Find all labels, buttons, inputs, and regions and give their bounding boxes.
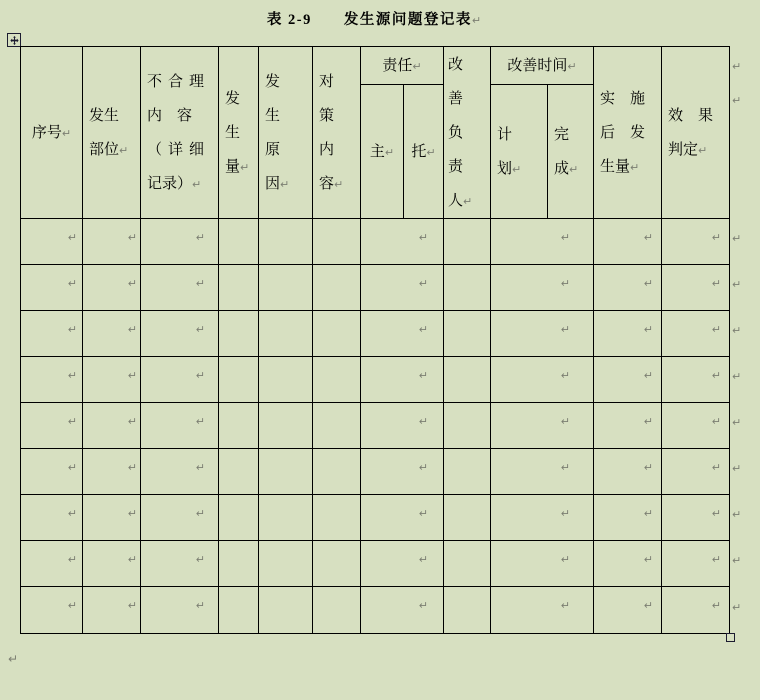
row-end-mark: ↵: [732, 324, 742, 337]
header-responsibility[interactable]: [361, 47, 444, 85]
body-cell-improvement-time[interactable]: [491, 311, 594, 357]
body-cell-serial[interactable]: [21, 357, 83, 403]
paragraph-mark: ↵: [195, 553, 205, 566]
paragraph-mark: ↵: [643, 553, 653, 566]
body-cell-cause[interactable]: [259, 265, 313, 311]
header-text: 效 果: [668, 107, 714, 124]
paragraph-mark: ↵: [418, 599, 428, 612]
paragraph-mark: ↵: [127, 461, 137, 474]
paragraph-mark: ↵: [384, 145, 395, 159]
row-end-mark: ↵: [732, 278, 742, 291]
header-text: 计: [497, 126, 513, 143]
paragraph-mark: ↵: [195, 277, 205, 290]
body-cell-responsibility[interactable]: [361, 541, 444, 587]
body-cell-improvement-time[interactable]: [491, 449, 594, 495]
document-end-paragraph-mark: ↵: [8, 652, 19, 666]
body-cell-cause[interactable]: [259, 495, 313, 541]
header-text: 内 容: [147, 107, 193, 124]
header-improvement-complete[interactable]: [548, 85, 594, 219]
body-cell-cause[interactable]: [259, 541, 313, 587]
row-end-mark: ↵: [732, 416, 742, 429]
body-cell-responsibility[interactable]: [361, 219, 444, 265]
body-cell-post-amount[interactable]: [594, 587, 662, 634]
body-cell-improvement-manager[interactable]: [444, 495, 491, 541]
body-cell-amount[interactable]: [219, 403, 259, 449]
paragraph-mark: ↵: [560, 553, 570, 566]
paragraph-mark: ↵: [67, 369, 77, 382]
row-end-mark: ↵: [732, 508, 742, 521]
header-improvement-manager[interactable]: [444, 47, 491, 219]
header-text: 记录）↵: [147, 175, 202, 192]
header-text: 善: [448, 90, 464, 107]
body-cell-amount[interactable]: [219, 357, 259, 403]
paragraph-mark: ↵: [195, 323, 205, 336]
body-cell-countermeasure[interactable]: [313, 265, 361, 311]
paragraph-mark: ↵: [569, 162, 579, 176]
body-cell-improvement-manager[interactable]: [444, 449, 491, 495]
registration-table: [20, 46, 730, 634]
header-text: 划↵: [497, 160, 522, 177]
paragraph-mark: ↵: [567, 59, 577, 73]
row-end-mark: ↵: [732, 60, 742, 73]
table-caption-text: 表 2-9 发生源问题登记表: [266, 12, 472, 28]
header-occurrence-location[interactable]: [83, 47, 141, 219]
header-text: 生: [225, 124, 241, 141]
header-occurrence-amount[interactable]: [219, 47, 259, 219]
header-text: 责: [448, 158, 464, 175]
header-text: 托↵: [411, 143, 436, 160]
body-cell-effect[interactable]: [662, 587, 730, 634]
paragraph-mark: ↵: [560, 323, 570, 336]
row-end-mark: ↵: [732, 232, 742, 245]
paragraph-mark: ↵: [711, 599, 721, 612]
paragraph-mark: ↵: [643, 415, 653, 428]
body-cell-unreasonable[interactable]: [141, 541, 219, 587]
body-cell-improvement-time[interactable]: [491, 403, 594, 449]
paragraph-mark: ↵: [471, 14, 482, 27]
paragraph-mark: ↵: [127, 231, 137, 244]
body-cell-responsibility[interactable]: [361, 449, 444, 495]
body-cell-responsibility[interactable]: [361, 311, 444, 357]
body-cell-post-amount[interactable]: [594, 495, 662, 541]
paragraph-mark: ↵: [418, 507, 428, 520]
paragraph-mark: ↵: [560, 461, 570, 474]
body-cell-improvement-manager[interactable]: [444, 311, 491, 357]
header-text: 原: [265, 141, 281, 158]
body-cell-countermeasure[interactable]: [313, 587, 361, 634]
paragraph-mark: ↵: [67, 553, 77, 566]
paragraph-mark: ↵: [280, 177, 290, 191]
paragraph-mark: ↵: [711, 369, 721, 382]
body-cell-responsibility[interactable]: [361, 403, 444, 449]
paragraph-mark: ↵: [195, 507, 205, 520]
body-cell-post-amount[interactable]: [594, 311, 662, 357]
header-text: 发: [225, 90, 241, 107]
paragraph-mark: ↵: [711, 323, 721, 336]
paragraph-mark: ↵: [630, 160, 640, 174]
body-cell-location[interactable]: [83, 449, 141, 495]
paragraph-mark: ↵: [127, 553, 137, 566]
paragraph-mark: ↵: [711, 277, 721, 290]
paragraph-mark: ↵: [67, 415, 77, 428]
header-text: 发生: [89, 107, 120, 124]
body-cell-improvement-manager[interactable]: [444, 541, 491, 587]
header-improvement-plan[interactable]: [491, 85, 548, 219]
table-caption: [0, 8, 748, 29]
paragraph-mark: ↵: [463, 194, 473, 208]
body-cell-countermeasure[interactable]: [313, 541, 361, 587]
body-cell-improvement-time[interactable]: [491, 265, 594, 311]
paragraph-mark: ↵: [418, 553, 428, 566]
paragraph-mark: ↵: [61, 126, 72, 140]
paragraph-mark: ↵: [643, 369, 653, 382]
body-cell-post-amount[interactable]: [594, 449, 662, 495]
body-cell-cause[interactable]: [259, 219, 313, 265]
paragraph-mark: ↵: [127, 507, 137, 520]
body-cell-effect[interactable]: [662, 449, 730, 495]
table-resize-handle[interactable]: [726, 633, 735, 642]
body-cell-improvement-time[interactable]: [491, 495, 594, 541]
paragraph-mark: ↵: [334, 177, 344, 191]
paragraph-mark: ↵: [643, 323, 653, 336]
body-cell-location[interactable]: [83, 587, 141, 634]
body-cell-serial[interactable]: [21, 541, 83, 587]
body-cell-improvement-manager[interactable]: [444, 357, 491, 403]
body-cell-unreasonable[interactable]: [141, 495, 219, 541]
body-cell-serial[interactable]: [21, 495, 83, 541]
paragraph-mark: ↵: [512, 162, 522, 176]
header-serial-number[interactable]: [21, 47, 83, 219]
body-cell-responsibility[interactable]: [361, 587, 444, 634]
paragraph-mark: ↵: [643, 599, 653, 612]
header-text: 人↵: [448, 192, 473, 209]
paragraph-mark: ↵: [418, 231, 428, 244]
header-text: 量↵: [225, 158, 250, 175]
row-end-mark: ↵: [732, 370, 742, 383]
header-text: 生: [265, 107, 281, 124]
header-text: 序号↵: [31, 124, 72, 141]
row-end-mark: ↵: [732, 554, 742, 567]
paragraph-mark: ↵: [67, 231, 77, 244]
move-arrows-icon: [10, 36, 19, 45]
paragraph-mark: ↵: [426, 145, 436, 159]
body-cell-effect[interactable]: [662, 541, 730, 587]
paragraph-mark: ↵: [127, 415, 137, 428]
body-cell-effect[interactable]: [662, 357, 730, 403]
body-cell-unreasonable[interactable]: [141, 265, 219, 311]
paragraph-mark: ↵: [560, 599, 570, 612]
paragraph-mark: ↵: [711, 415, 721, 428]
body-cell-countermeasure[interactable]: [313, 311, 361, 357]
paragraph-mark: ↵: [560, 507, 570, 520]
body-cell-cause[interactable]: [259, 403, 313, 449]
paragraph-mark: ↵: [418, 461, 428, 474]
body-cell-cause[interactable]: [259, 311, 313, 357]
row-end-mark: ↵: [732, 601, 742, 614]
body-cell-post-amount[interactable]: [594, 265, 662, 311]
body-cell-countermeasure[interactable]: [313, 495, 361, 541]
paragraph-mark: ↵: [711, 553, 721, 566]
body-cell-countermeasure[interactable]: [313, 219, 361, 265]
header-text: 对: [319, 73, 335, 90]
header-text: 责任↵: [382, 57, 422, 74]
body-cell-improvement-time[interactable]: [491, 587, 594, 634]
paragraph-mark: ↵: [67, 599, 77, 612]
body-cell-unreasonable[interactable]: [141, 219, 219, 265]
header-effect-judgment[interactable]: [662, 47, 730, 219]
body-cell-location[interactable]: [83, 403, 141, 449]
paragraph-mark: ↵: [643, 277, 653, 290]
header-occurrence-cause[interactable]: [259, 47, 313, 219]
body-cell-amount[interactable]: [219, 449, 259, 495]
paragraph-mark: ↵: [711, 231, 721, 244]
body-cell-responsibility[interactable]: [361, 495, 444, 541]
table-move-handle[interactable]: [7, 33, 21, 47]
paragraph-mark: ↵: [195, 415, 205, 428]
body-cell-serial[interactable]: [21, 449, 83, 495]
paragraph-mark: ↵: [418, 277, 428, 290]
body-cell-location[interactable]: [83, 495, 141, 541]
body-cell-improvement-time[interactable]: [491, 357, 594, 403]
body-cell-amount[interactable]: [219, 495, 259, 541]
header-text: 改善时间↵: [507, 57, 577, 74]
body-cell-amount[interactable]: [219, 265, 259, 311]
body-cell-improvement-manager[interactable]: [444, 403, 491, 449]
body-cell-improvement-time[interactable]: [491, 219, 594, 265]
header-text: 因↵: [265, 175, 290, 192]
body-cell-countermeasure[interactable]: [313, 449, 361, 495]
body-cell-countermeasure[interactable]: [313, 403, 361, 449]
body-cell-unreasonable[interactable]: [141, 449, 219, 495]
body-cell-amount[interactable]: [219, 219, 259, 265]
header-text: 部位↵: [89, 141, 129, 158]
body-cell-improvement-manager[interactable]: [444, 265, 491, 311]
paragraph-mark: ↵: [711, 461, 721, 474]
paragraph-mark: ↵: [67, 277, 77, 290]
body-cell-amount[interactable]: [219, 541, 259, 587]
header-text: 成↵: [554, 160, 579, 177]
body-cell-location[interactable]: [83, 311, 141, 357]
body-cell-effect[interactable]: [662, 265, 730, 311]
header-unreasonable-content[interactable]: [141, 47, 219, 219]
header-post-implementation-amount[interactable]: [594, 47, 662, 219]
paragraph-mark: ↵: [195, 461, 205, 474]
paragraph-mark: ↵: [698, 143, 708, 157]
body-cell-post-amount[interactable]: [594, 403, 662, 449]
body-cell-improvement-time[interactable]: [491, 541, 594, 587]
body-cell-post-amount[interactable]: [594, 219, 662, 265]
header-text: 后 发: [600, 124, 646, 141]
paragraph-mark: ↵: [643, 231, 653, 244]
header-responsibility-main[interactable]: [361, 85, 404, 219]
body-cell-responsibility[interactable]: [361, 265, 444, 311]
paragraph-mark: ↵: [192, 177, 202, 191]
body-cell-amount[interactable]: [219, 587, 259, 634]
body-cell-effect[interactable]: [662, 219, 730, 265]
header-text: 改: [448, 56, 464, 73]
paragraph-mark: ↵: [127, 599, 137, 612]
header-text: 内: [319, 141, 335, 158]
body-cell-unreasonable[interactable]: [141, 587, 219, 634]
header-text: 策: [319, 107, 335, 124]
header-text: 完: [554, 126, 570, 143]
body-cell-location[interactable]: [83, 265, 141, 311]
paragraph-mark: ↵: [127, 277, 137, 290]
body-cell-unreasonable[interactable]: [141, 311, 219, 357]
paragraph-mark: ↵: [560, 415, 570, 428]
body-cell-improvement-manager[interactable]: [444, 587, 491, 634]
header-responsibility-entrusted[interactable]: [404, 85, 444, 219]
paragraph-mark: ↵: [643, 461, 653, 474]
paragraph-mark: ↵: [560, 369, 570, 382]
body-cell-serial[interactable]: [21, 403, 83, 449]
paragraph-mark: ↵: [195, 231, 205, 244]
body-cell-effect[interactable]: [662, 403, 730, 449]
body-cell-cause[interactable]: [259, 357, 313, 403]
body-cell-location[interactable]: [83, 357, 141, 403]
paragraph-mark: ↵: [560, 231, 570, 244]
body-cell-amount[interactable]: [219, 311, 259, 357]
paragraph-mark: ↵: [240, 160, 250, 174]
body-cell-countermeasure[interactable]: [313, 357, 361, 403]
body-cell-location[interactable]: [83, 541, 141, 587]
body-cell-unreasonable[interactable]: [141, 403, 219, 449]
paragraph-mark: ↵: [711, 507, 721, 520]
header-text: 负: [448, 124, 464, 141]
body-cell-serial[interactable]: [21, 219, 83, 265]
paragraph-mark: ↵: [195, 369, 205, 382]
body-cell-location[interactable]: [83, 219, 141, 265]
header-improvement-time[interactable]: [491, 47, 594, 85]
paragraph-mark: ↵: [195, 599, 205, 612]
paragraph-mark: ↵: [127, 369, 137, 382]
header-text: 容↵: [319, 175, 344, 192]
body-cell-unreasonable[interactable]: [141, 357, 219, 403]
body-cell-cause[interactable]: [259, 587, 313, 634]
body-cell-responsibility[interactable]: [361, 357, 444, 403]
body-cell-serial[interactable]: [21, 311, 83, 357]
body-cell-effect[interactable]: [662, 495, 730, 541]
body-cell-post-amount[interactable]: [594, 357, 662, 403]
paragraph-mark: ↵: [418, 323, 428, 336]
paragraph-mark: ↵: [418, 415, 428, 428]
header-text: 主↵: [369, 143, 395, 160]
paragraph-mark: ↵: [119, 143, 129, 157]
body-cell-cause[interactable]: [259, 449, 313, 495]
body-cell-serial[interactable]: [21, 587, 83, 634]
row-end-mark: ↵: [732, 462, 742, 475]
paragraph-mark: ↵: [67, 461, 77, 474]
paragraph-mark: ↵: [560, 277, 570, 290]
paragraph-mark: ↵: [67, 323, 77, 336]
header-text: 生量↵: [600, 158, 640, 175]
body-cell-serial[interactable]: [21, 265, 83, 311]
header-text: 判定↵: [668, 141, 708, 158]
paragraph-mark: ↵: [412, 59, 422, 73]
body-cell-post-amount[interactable]: [594, 541, 662, 587]
paragraph-mark: ↵: [67, 507, 77, 520]
body-cell-improvement-manager[interactable]: [444, 219, 491, 265]
header-countermeasure-content[interactable]: [313, 47, 361, 219]
header-text: 实 施: [600, 90, 646, 107]
header-text: 发: [265, 73, 281, 90]
paragraph-mark: ↵: [643, 507, 653, 520]
row-end-mark: ↵: [732, 94, 742, 107]
paragraph-mark: ↵: [127, 323, 137, 336]
paragraph-mark: ↵: [418, 369, 428, 382]
header-text: （详细: [147, 141, 211, 158]
body-cell-effect[interactable]: [662, 311, 730, 357]
header-text: 不合理: [147, 73, 211, 90]
